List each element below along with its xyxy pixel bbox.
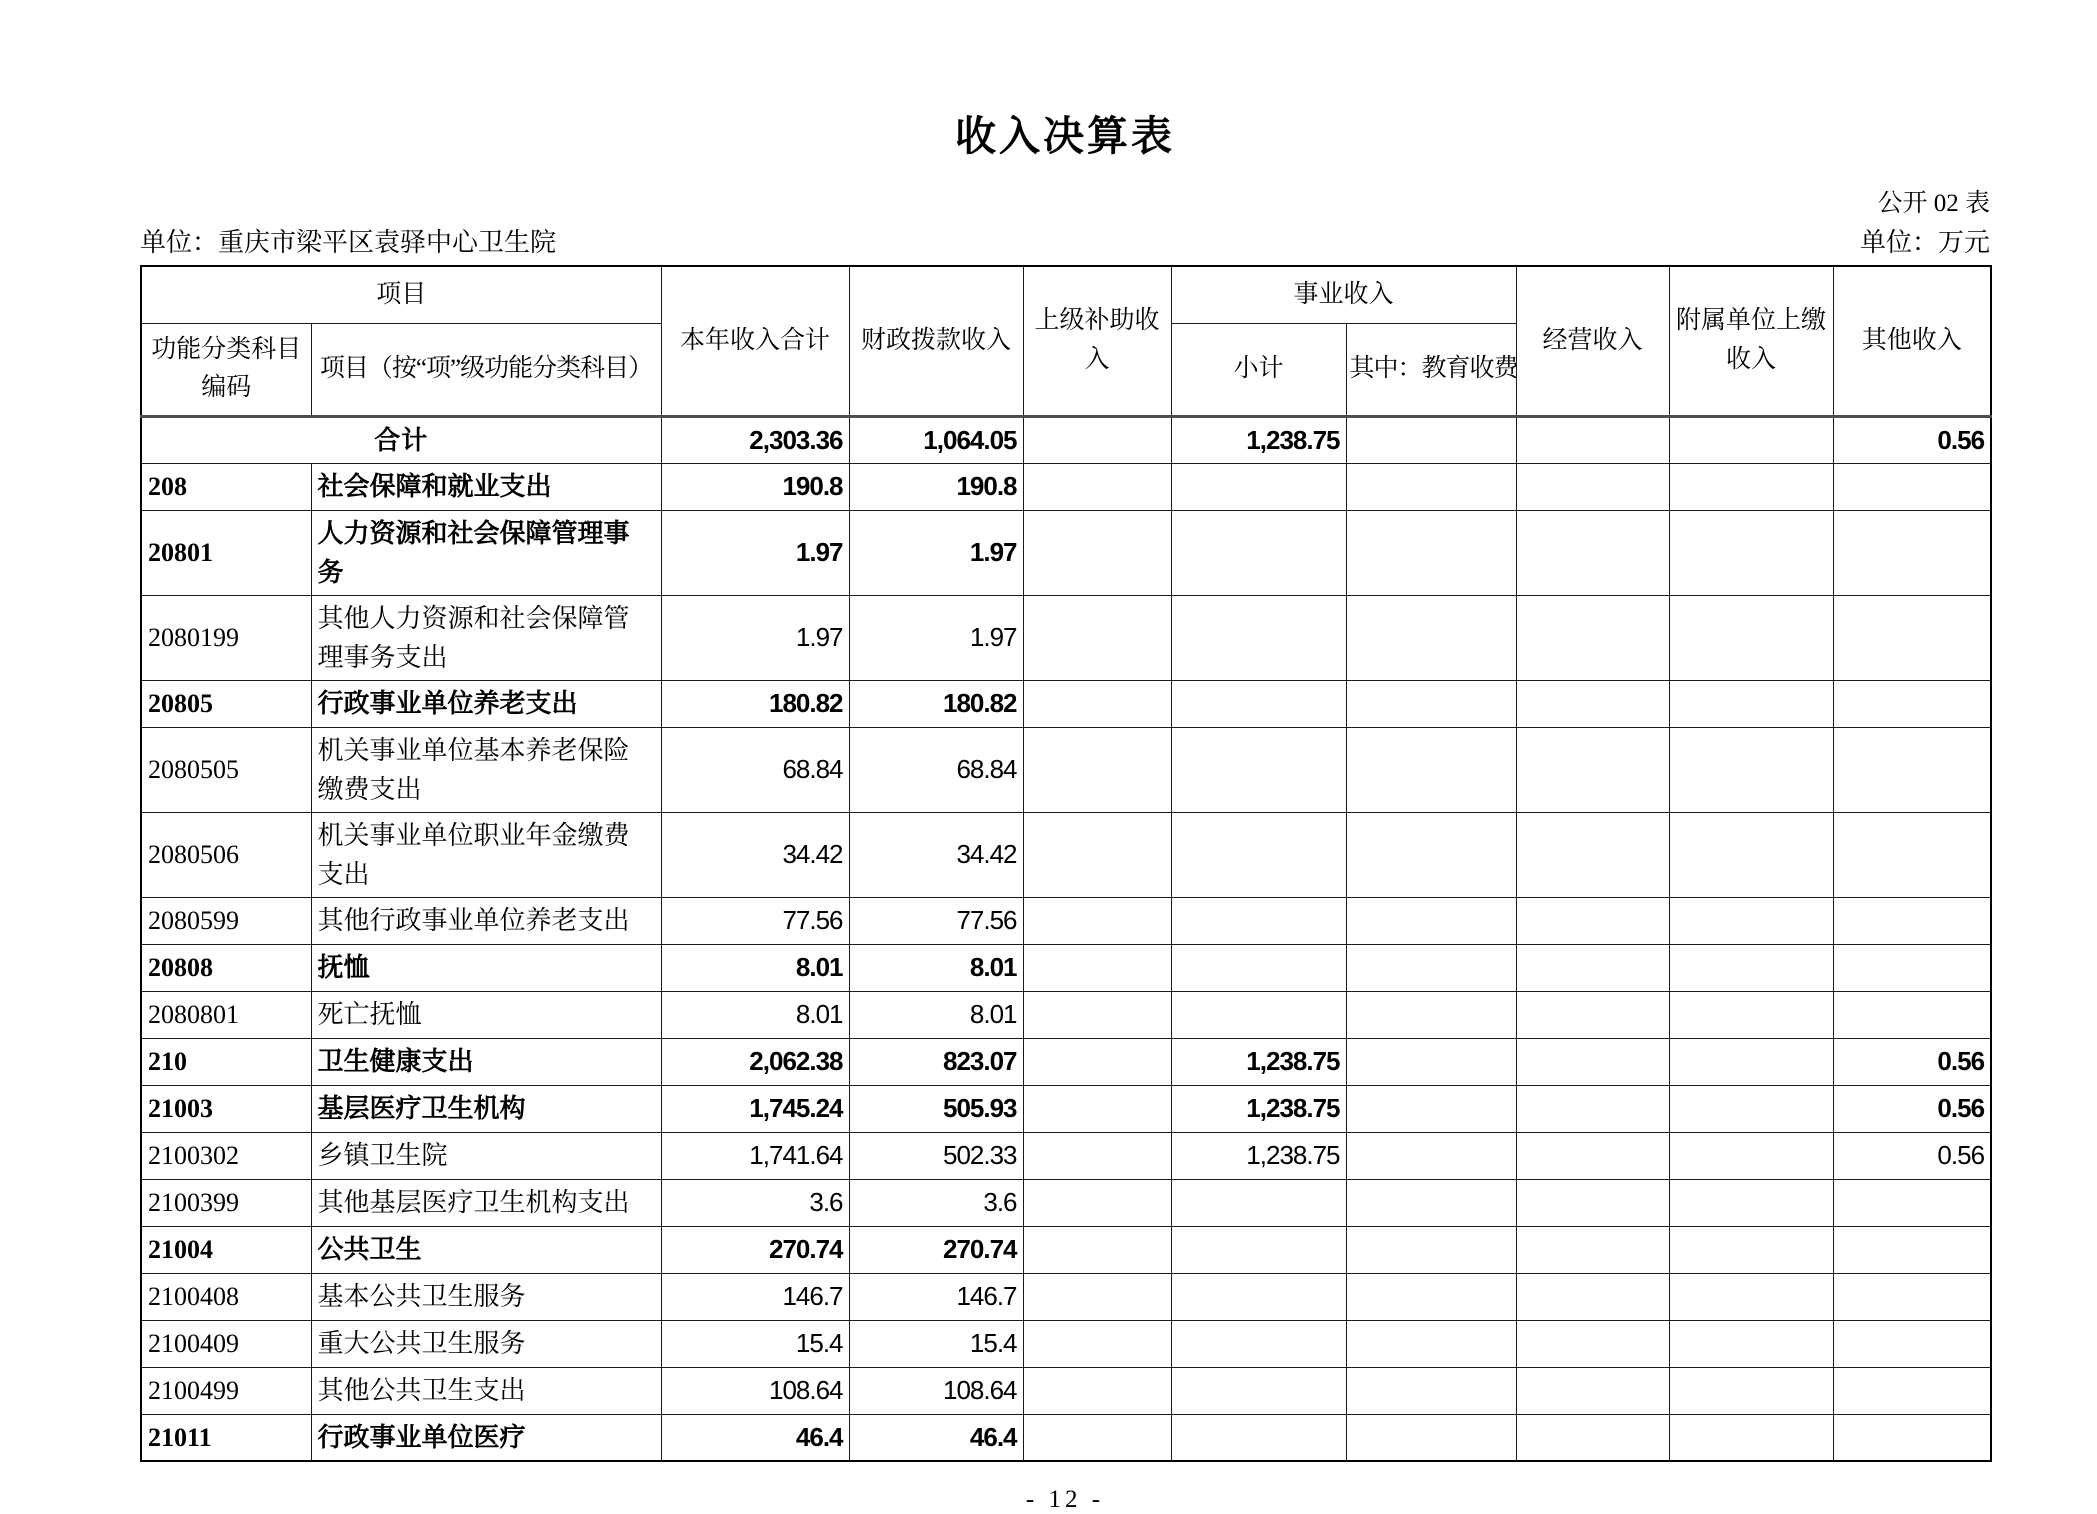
cell-superior xyxy=(1023,1179,1171,1226)
table-row xyxy=(141,1414,1991,1461)
cell-operating xyxy=(1516,1367,1669,1414)
cell-operating xyxy=(1516,1273,1669,1320)
cell-code: 21004 xyxy=(141,1226,311,1273)
cell-edu xyxy=(1346,1320,1516,1367)
cell-superior xyxy=(1023,727,1171,812)
cell-subtotal xyxy=(1171,727,1346,812)
cell-code: 208 xyxy=(141,463,311,510)
table-row xyxy=(141,510,1991,595)
cell-operating xyxy=(1516,416,1669,463)
cell-item: 人力资源和社会保障管理事务 xyxy=(311,510,661,595)
header-superior-subsidy: 上级补助收入 xyxy=(1023,266,1171,416)
cell-superior xyxy=(1023,1226,1171,1273)
table-row xyxy=(141,1179,1991,1226)
header-function-code: 功能分类科目编码 xyxy=(141,323,311,416)
currency-unit-label: 单位：万元 xyxy=(1859,228,1990,258)
cell-subtotal xyxy=(1171,1226,1346,1273)
cell-subtotal xyxy=(1171,1179,1346,1226)
cell-affiliated xyxy=(1669,1179,1833,1226)
cell-fiscal: 1.97 xyxy=(849,595,1023,680)
cell-item: 卫生健康支出 xyxy=(311,1038,661,1085)
cell-subtotal: 1,238.75 xyxy=(1171,1085,1346,1132)
cell-operating xyxy=(1516,991,1669,1038)
cell-edu xyxy=(1346,1179,1516,1226)
table-row xyxy=(141,1038,1991,1085)
cell-subtotal: 1,238.75 xyxy=(1171,1038,1346,1085)
cell-item: 抚恤 xyxy=(311,944,661,991)
cell-superior xyxy=(1023,463,1171,510)
cell-affiliated xyxy=(1669,595,1833,680)
cell-superior xyxy=(1023,416,1171,463)
cell-superior xyxy=(1023,1038,1171,1085)
cell-other: 0.56 xyxy=(1833,416,1991,463)
cell-subtotal xyxy=(1171,1320,1346,1367)
cell-other: 0.56 xyxy=(1833,1085,1991,1132)
table-row xyxy=(141,1132,1991,1179)
cell-code: 2100409 xyxy=(141,1320,311,1367)
cell-edu xyxy=(1346,1367,1516,1414)
cell-code: 21011 xyxy=(141,1414,311,1461)
cell-edu xyxy=(1346,595,1516,680)
cell-fiscal: 190.8 xyxy=(849,463,1023,510)
cell-other xyxy=(1833,944,1991,991)
table-row xyxy=(141,1273,1991,1320)
cell-edu xyxy=(1346,812,1516,897)
cell-item: 其他基层医疗卫生机构支出 xyxy=(311,1179,661,1226)
table-row xyxy=(141,1226,1991,1273)
cell-item: 基层医疗卫生机构 xyxy=(311,1085,661,1132)
table-row xyxy=(141,944,1991,991)
cell-other xyxy=(1833,727,1991,812)
cell-subtotal xyxy=(1171,812,1346,897)
cell-code: 2100399 xyxy=(141,1179,311,1226)
cell-fiscal: 270.74 xyxy=(849,1226,1023,1273)
cell-item: 乡镇卫生院 xyxy=(311,1132,661,1179)
table-row xyxy=(141,1367,1991,1414)
cell-edu xyxy=(1346,510,1516,595)
table-code-label: 公开 02 表 xyxy=(1877,190,1990,218)
cell-other xyxy=(1833,897,1991,944)
table-row xyxy=(141,1085,1991,1132)
cell-other xyxy=(1833,463,1991,510)
cell-fiscal: 180.82 xyxy=(849,680,1023,727)
cell-other xyxy=(1833,1414,1991,1461)
cell-other: 0.56 xyxy=(1833,1038,1991,1085)
cell-affiliated xyxy=(1669,1320,1833,1367)
cell-other xyxy=(1833,1273,1991,1320)
cell-fiscal: 146.7 xyxy=(849,1273,1023,1320)
document-content xyxy=(140,27,1990,1514)
cell-total: 146.7 xyxy=(661,1273,849,1320)
cell-code: 2080506 xyxy=(141,812,311,897)
header-other-income: 其他收入 xyxy=(1833,266,1991,416)
cell-affiliated xyxy=(1669,1085,1833,1132)
cell-other xyxy=(1833,1320,1991,1367)
cell-subtotal: 1,238.75 xyxy=(1171,416,1346,463)
cell-affiliated xyxy=(1669,1132,1833,1179)
cell-total: 1,745.24 xyxy=(661,1085,849,1132)
cell-item: 行政事业单位医疗 xyxy=(311,1414,661,1461)
cell-total: 77.56 xyxy=(661,897,849,944)
cell-code: 210 xyxy=(141,1038,311,1085)
cell-total: 2,303.36 xyxy=(661,416,849,463)
cell-superior xyxy=(1023,1367,1171,1414)
org-unit-label: 单位：重庆市梁平区袁驿中心卫生院 xyxy=(140,228,557,258)
cell-affiliated xyxy=(1669,897,1833,944)
cell-edu xyxy=(1346,1132,1516,1179)
cell-fiscal: 68.84 xyxy=(849,727,1023,812)
cell-total: 8.01 xyxy=(661,944,849,991)
cell-total: 1.97 xyxy=(661,595,849,680)
cell-edu xyxy=(1346,897,1516,944)
cell-subtotal xyxy=(1171,595,1346,680)
cell-total: 3.6 xyxy=(661,1179,849,1226)
cell-subtotal xyxy=(1171,1273,1346,1320)
table-row xyxy=(141,680,1991,727)
cell-fiscal: 8.01 xyxy=(849,944,1023,991)
header-affiliated-income: 附属单位上缴收入 xyxy=(1669,266,1833,416)
table-row xyxy=(141,1320,1991,1367)
cell-fiscal: 3.6 xyxy=(849,1179,1023,1226)
cell-subtotal xyxy=(1171,510,1346,595)
cell-fiscal: 77.56 xyxy=(849,897,1023,944)
cell-subtotal xyxy=(1171,463,1346,510)
cell-superior xyxy=(1023,812,1171,897)
cell-operating xyxy=(1516,510,1669,595)
cell-superior xyxy=(1023,680,1171,727)
cell-other xyxy=(1833,510,1991,595)
cell-superior xyxy=(1023,1085,1171,1132)
cell-total: 190.8 xyxy=(661,463,849,510)
table-row xyxy=(141,416,1991,463)
cell-superior xyxy=(1023,944,1171,991)
cell-superior xyxy=(1023,510,1171,595)
cell-affiliated xyxy=(1669,680,1833,727)
cell-operating xyxy=(1516,595,1669,680)
cell-operating xyxy=(1516,1179,1669,1226)
cell-code: 2100408 xyxy=(141,1273,311,1320)
cell-total: 34.42 xyxy=(661,812,849,897)
cell-edu xyxy=(1346,1273,1516,1320)
cell-item: 机关事业单位基本养老保险缴费支出 xyxy=(311,727,661,812)
header-business-subtotal: 小计 xyxy=(1171,323,1346,416)
cell-other xyxy=(1833,812,1991,897)
cell-subtotal xyxy=(1171,944,1346,991)
cell-code: 2080199 xyxy=(141,595,311,680)
cell-operating xyxy=(1516,1085,1669,1132)
cell-other xyxy=(1833,1179,1991,1226)
header-item-name: 项目（按“项”级功能分类科目） xyxy=(311,323,661,416)
cell-operating xyxy=(1516,1414,1669,1461)
cell-total: 108.64 xyxy=(661,1367,849,1414)
cell-fiscal: 1,064.05 xyxy=(849,416,1023,463)
cell-fiscal: 46.4 xyxy=(849,1414,1023,1461)
cell-edu xyxy=(1346,1085,1516,1132)
cell-item: 其他行政事业单位养老支出 xyxy=(311,897,661,944)
header-operating-income: 经营收入 xyxy=(1516,266,1669,416)
cell-operating xyxy=(1516,680,1669,727)
cell-item: 其他公共卫生支出 xyxy=(311,1367,661,1414)
header-project-group: 项目 xyxy=(141,266,661,323)
cell-affiliated xyxy=(1669,1367,1833,1414)
cell-total: 8.01 xyxy=(661,991,849,1038)
cell-code: 20808 xyxy=(141,944,311,991)
cell-other xyxy=(1833,595,1991,680)
cell-superior xyxy=(1023,1320,1171,1367)
cell-other xyxy=(1833,991,1991,1038)
cell-code: 2080505 xyxy=(141,727,311,812)
header-fiscal-appropriation: 财政拨款收入 xyxy=(849,266,1023,416)
cell-item: 行政事业单位养老支出 xyxy=(311,680,661,727)
table-row xyxy=(141,463,1991,510)
cell-affiliated xyxy=(1669,1273,1833,1320)
cell-other xyxy=(1833,1226,1991,1273)
table-row xyxy=(141,812,1991,897)
cell-affiliated xyxy=(1669,1414,1833,1461)
meta-line xyxy=(140,227,1990,259)
cell-fiscal: 15.4 xyxy=(849,1320,1023,1367)
cell-total: 46.4 xyxy=(661,1414,849,1461)
cell-edu xyxy=(1346,1226,1516,1273)
cell-subtotal: 1,238.75 xyxy=(1171,1132,1346,1179)
cell-operating xyxy=(1516,1320,1669,1367)
cell-superior xyxy=(1023,897,1171,944)
table-row xyxy=(141,991,1991,1038)
cell-operating xyxy=(1516,1132,1669,1179)
cell-operating xyxy=(1516,463,1669,510)
cell-item: 社会保障和就业支出 xyxy=(311,463,661,510)
cell-fiscal: 8.01 xyxy=(849,991,1023,1038)
cell-item: 合计 xyxy=(141,416,661,463)
cell-affiliated xyxy=(1669,727,1833,812)
cell-item: 基本公共卫生服务 xyxy=(311,1273,661,1320)
cell-edu xyxy=(1346,727,1516,812)
cell-edu xyxy=(1346,1038,1516,1085)
cell-subtotal xyxy=(1171,897,1346,944)
cell-item: 机关事业单位职业年金缴费支出 xyxy=(311,812,661,897)
cell-code: 20801 xyxy=(141,510,311,595)
cell-edu xyxy=(1346,1414,1516,1461)
cell-fiscal: 1.97 xyxy=(849,510,1023,595)
cell-fiscal: 34.42 xyxy=(849,812,1023,897)
cell-superior xyxy=(1023,1273,1171,1320)
page-number: - 12 - xyxy=(1025,1486,1105,1514)
table-header xyxy=(141,266,1991,416)
cell-subtotal xyxy=(1171,680,1346,727)
cell-edu xyxy=(1346,416,1516,463)
cell-total: 2,062.38 xyxy=(661,1038,849,1085)
cell-fiscal: 502.33 xyxy=(849,1132,1023,1179)
table-row xyxy=(141,897,1991,944)
cell-subtotal xyxy=(1171,991,1346,1038)
cell-affiliated xyxy=(1669,944,1833,991)
cell-item: 其他人力资源和社会保障管理事务支出 xyxy=(311,595,661,680)
cell-code: 20805 xyxy=(141,680,311,727)
cell-code: 2100499 xyxy=(141,1367,311,1414)
cell-edu xyxy=(1346,680,1516,727)
cell-operating xyxy=(1516,812,1669,897)
cell-affiliated xyxy=(1669,463,1833,510)
header-education-fees: 其中：教育收费 xyxy=(1346,323,1516,416)
cell-code: 2100302 xyxy=(141,1132,311,1179)
cell-other xyxy=(1833,1367,1991,1414)
cell-superior xyxy=(1023,1414,1171,1461)
header-business-income-group: 事业收入 xyxy=(1171,266,1516,323)
cell-operating xyxy=(1516,727,1669,812)
cell-item: 死亡抚恤 xyxy=(311,991,661,1038)
cell-item: 公共卫生 xyxy=(311,1226,661,1273)
cell-superior xyxy=(1023,991,1171,1038)
cell-fiscal: 823.07 xyxy=(849,1038,1023,1085)
cell-superior xyxy=(1023,1132,1171,1179)
cell-code: 2080599 xyxy=(141,897,311,944)
cell-fiscal: 505.93 xyxy=(849,1085,1023,1132)
page-title: 收入决算表 xyxy=(955,113,1175,160)
cell-operating xyxy=(1516,897,1669,944)
cell-superior xyxy=(1023,595,1171,680)
cell-operating xyxy=(1516,944,1669,991)
cell-code: 21003 xyxy=(141,1085,311,1132)
cell-edu xyxy=(1346,991,1516,1038)
cell-subtotal xyxy=(1171,1367,1346,1414)
cell-edu xyxy=(1346,944,1516,991)
cell-total: 270.74 xyxy=(661,1226,849,1273)
cell-subtotal xyxy=(1171,1414,1346,1461)
cell-other: 0.56 xyxy=(1833,1132,1991,1179)
cell-total: 68.84 xyxy=(661,727,849,812)
cell-affiliated xyxy=(1669,1038,1833,1085)
table-row xyxy=(141,727,1991,812)
cell-affiliated xyxy=(1669,510,1833,595)
table-body xyxy=(141,416,1991,1461)
cell-code: 2080801 xyxy=(141,991,311,1038)
document-page xyxy=(0,27,2097,1514)
cell-affiliated xyxy=(1669,416,1833,463)
cell-total: 1,741.64 xyxy=(661,1132,849,1179)
cell-affiliated xyxy=(1669,1226,1833,1273)
cell-affiliated xyxy=(1669,991,1833,1038)
cell-other xyxy=(1833,680,1991,727)
header-total-income: 本年收入合计 xyxy=(661,266,849,416)
cell-total: 1.97 xyxy=(661,510,849,595)
table-row xyxy=(141,595,1991,680)
cell-total: 180.82 xyxy=(661,680,849,727)
cell-operating xyxy=(1516,1226,1669,1273)
cell-total: 15.4 xyxy=(661,1320,849,1367)
cell-fiscal: 108.64 xyxy=(849,1367,1023,1414)
cell-item: 重大公共卫生服务 xyxy=(311,1320,661,1367)
cell-operating xyxy=(1516,1038,1669,1085)
cell-affiliated xyxy=(1669,812,1833,897)
cell-edu xyxy=(1346,463,1516,510)
income-final-accounts-table xyxy=(140,265,1992,1462)
